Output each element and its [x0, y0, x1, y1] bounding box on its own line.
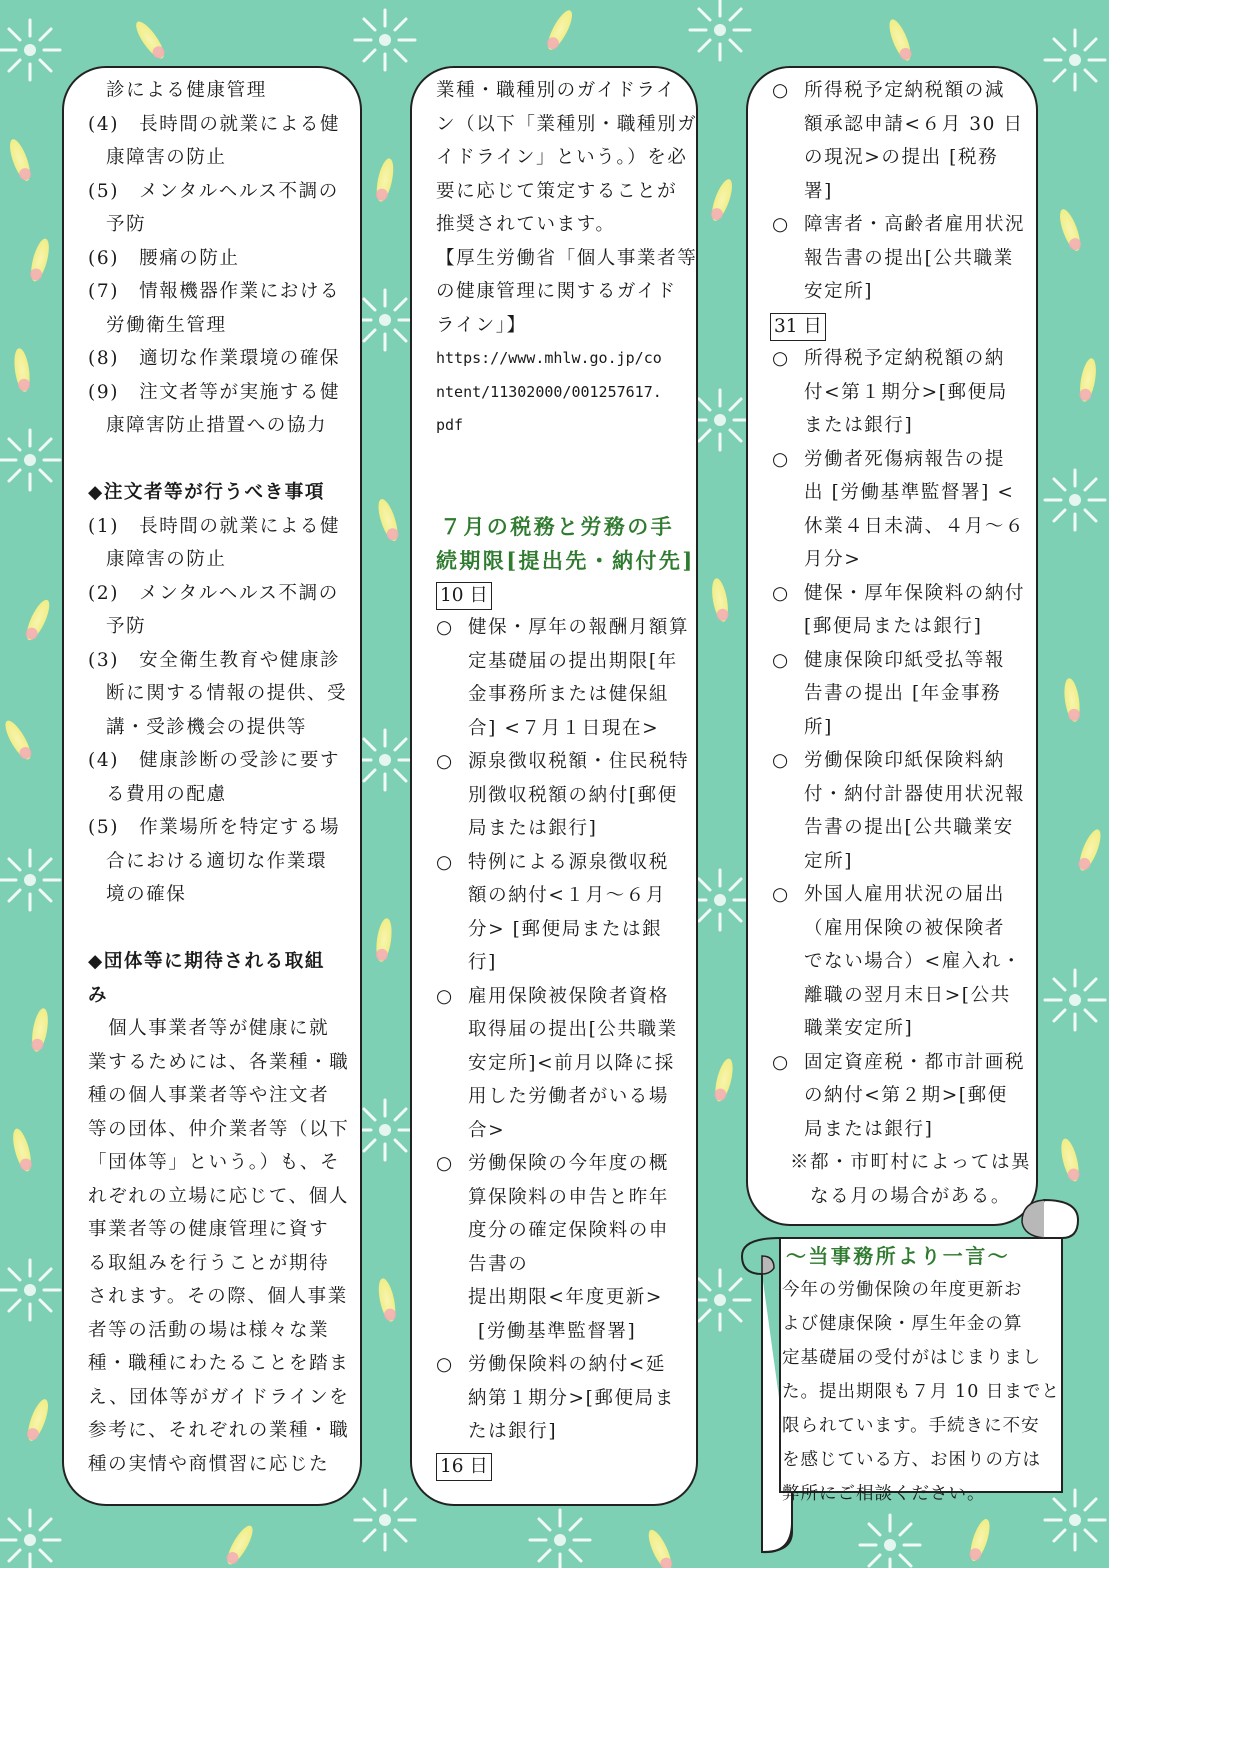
deadline-item: 取得届の提出[公共職業 — [468, 1019, 678, 1040]
deadline-item: 障害者・高齢者雇用状況 — [804, 214, 1026, 235]
circle-bullet: ○ — [772, 1052, 789, 1073]
deadline-item: 額承認申請<６月 30 日 — [804, 114, 1024, 135]
deadline-item: （雇用保険の被保険者 — [804, 918, 1006, 939]
circle-bullet: ○ — [436, 1153, 453, 1174]
deadline-item: 特例による源泉徴収税 — [468, 852, 670, 873]
middle-line: 【厚生労働省「個人事業者等 — [436, 248, 698, 269]
left-line: 等の団体、仲介業者等（以下 — [88, 1119, 350, 1140]
date-label-16: 16 日 — [436, 1453, 492, 1481]
deadline-item: 健保・厚年の報酬月額算 — [468, 617, 690, 638]
deadline-item: 離職の翌月末日>[公共 — [804, 985, 1011, 1006]
left-line: 事業者等の健康管理に資す — [88, 1219, 330, 1240]
deadline-item: 安定所] — [804, 281, 874, 302]
deadline-item: 健保・厚年保険料の納付 — [804, 583, 1026, 604]
deadline-item: 度分の確定保険料の申 — [468, 1220, 670, 1241]
middle-line: ン（以下「業種別・職種別ガ — [436, 114, 698, 135]
circle-bullet: ○ — [436, 1354, 453, 1375]
left-line: 労働衛生管理 — [106, 315, 227, 336]
deadline-item: 用した労働者がいる場 — [468, 1086, 670, 1107]
left-line: る費用の配慮 — [106, 784, 227, 805]
left-line: (5) メンタルヘルス不調の — [88, 181, 339, 202]
left-line: (4) 健康診断の受診に要す — [88, 750, 341, 771]
circle-bullet: ○ — [436, 986, 453, 1007]
deadline-item: 労働者死傷病報告の提 — [804, 449, 1006, 470]
circle-bullet: ○ — [772, 80, 789, 101]
left-line: 種・職種にわたることを踏ま — [88, 1353, 350, 1374]
guideline-url[interactable]: ntent/11302000/001257617. — [436, 383, 662, 401]
left-line: 断に関する情報の提供、受 — [106, 683, 348, 704]
section-heading-groups-cont: み — [88, 985, 109, 1006]
left-line: (7) 情報機器作業における — [88, 281, 341, 302]
circle-bullet: ○ — [772, 348, 789, 369]
deadline-item: 提出期限<年度更新> — [468, 1287, 664, 1308]
left-line: 境の確保 — [106, 884, 187, 905]
deadline-item: の納付<第２期>[郵便 — [804, 1085, 1008, 1106]
section-heading-groups: ◆団体等に期待される取組 — [88, 951, 325, 972]
guideline-url[interactable]: https://www.mhlw.go.jp/co — [436, 349, 662, 367]
left-line: 種の個人事業者等や注文者 — [88, 1085, 330, 1106]
deadline-item: 局または銀行] — [468, 818, 598, 839]
left-line: 予防 — [106, 616, 147, 637]
left-line: 個人事業者等が健康に就 — [88, 1018, 330, 1039]
footnote: なる月の場合がある。 — [810, 1186, 1012, 1207]
middle-line: 推奨されています。 — [436, 214, 616, 235]
deadline-item: 源泉徴収税額・住民税特 — [468, 751, 690, 772]
deadline-item: 所得税予定納税額の減 — [804, 80, 1006, 101]
deadline-item: [労働基準監督署] — [478, 1321, 637, 1342]
deadline-item: 健康保険印紙受払等報 — [804, 650, 1006, 671]
deadline-item: 分> [郵便局または銀 — [468, 919, 663, 940]
deadline-item: 付<第１期分>[郵便局 — [804, 382, 1008, 403]
left-line: 者等の活動の場は様々な業 — [88, 1320, 330, 1341]
deadline-item: 報告書の提出[公共職業 — [804, 248, 1014, 269]
deadlines-title: 続期限[提出先・納付先] — [436, 548, 695, 573]
circle-bullet: ○ — [772, 650, 789, 671]
left-line: (8) 適切な作業環境の確保 — [88, 348, 341, 369]
note-line: 今年の労働保険の年度更新お — [782, 1280, 1023, 1300]
deadline-item: 出 [労働基準監督署] < — [804, 482, 1015, 503]
left-line: 「団体等」という。）も、そ — [88, 1152, 341, 1173]
note-line: 弊所にご相談ください。 — [782, 1484, 986, 1504]
middle-line: ライン」】 — [436, 315, 527, 336]
deadline-item: 告書の — [468, 1254, 529, 1275]
left-line: (1) 長時間の就業による健 — [88, 516, 341, 537]
deadline-item: 金事務所または健保組 — [468, 684, 670, 705]
left-line: (6) 腰痛の防止 — [88, 248, 240, 269]
middle-line: イドライン」という。）を必 — [436, 147, 688, 168]
circle-bullet: ○ — [772, 884, 789, 905]
deadline-item: 告書の提出[公共職業安 — [804, 817, 1014, 838]
deadline-item: 所得税予定納税額の納 — [804, 348, 1006, 369]
left-line: 講・受診機会の提供等 — [106, 717, 308, 738]
circle-bullet: ○ — [772, 214, 789, 235]
note-line: 限られています。手続きに不安 — [782, 1416, 1040, 1436]
left-line: 種の実情や商慣習に応じた — [88, 1454, 330, 1475]
date-label-31: 31 日 — [770, 313, 826, 341]
left-line: (2) メンタルヘルス不調の — [88, 583, 339, 604]
left-line: れぞれの立場に応じて、個人 — [88, 1186, 349, 1207]
footnote: ※都・市町村によっては異 — [790, 1152, 1032, 1173]
deadline-item: たは銀行] — [468, 1421, 558, 1442]
left-line: (4) 長時間の就業による健 — [88, 114, 341, 135]
left-line: (5) 作業場所を特定する場 — [88, 817, 341, 838]
deadline-item: 雇用保険被保険者資格 — [468, 986, 670, 1007]
circle-bullet: ○ — [436, 751, 453, 772]
middle-line: 要に応じて策定することが — [436, 181, 678, 202]
deadline-item: 告書の提出 [年金事務 — [804, 683, 1002, 704]
deadline-item: でない場合）<雇入れ・ — [804, 951, 1023, 972]
circle-bullet: ○ — [772, 583, 789, 604]
deadline-item: 付・納付計器使用状況報 — [804, 784, 1026, 805]
deadline-item: 休業４日未満、４月～６ — [804, 516, 1026, 537]
deadline-item: 署] — [804, 181, 833, 202]
deadline-item: 労働保険の今年度の概 — [468, 1153, 670, 1174]
left-line: 業するためには、各業種・職 — [88, 1052, 350, 1073]
guideline-url[interactable]: pdf — [436, 416, 464, 434]
deadline-item: 所] — [804, 717, 833, 738]
deadline-item: 合] <７月１日現在> — [468, 718, 660, 739]
circle-bullet: ○ — [772, 449, 789, 470]
deadline-item: [郵便局または銀行] — [804, 616, 983, 637]
note-line: よび健康保険・厚生年金の算 — [782, 1314, 1023, 1334]
left-line: 診による健康管理 — [106, 80, 267, 101]
deadline-item: 定所] — [804, 851, 854, 872]
circle-bullet: ○ — [436, 617, 453, 638]
note-line: 定基礎届の受付がはじまりまし — [782, 1348, 1041, 1368]
deadline-item: 固定資産税・都市計画税 — [804, 1052, 1026, 1073]
left-line: 康障害の防止 — [106, 147, 227, 168]
deadline-item: 外国人雇用状況の届出 — [804, 884, 1006, 905]
deadline-item: 算保険料の申告と昨年 — [468, 1187, 670, 1208]
deadline-item: 別徴収税額の納付[郵便 — [468, 785, 678, 806]
left-line: 康障害の防止 — [106, 549, 227, 570]
middle-line: の健康管理に関するガイド — [436, 281, 677, 302]
circle-bullet: ○ — [772, 750, 789, 771]
deadline-item: または銀行] — [804, 415, 914, 436]
left-line: 予防 — [106, 214, 147, 235]
deadline-item: 合> — [468, 1120, 506, 1141]
deadline-item: 額の納付<１月～６月 — [468, 885, 667, 906]
left-line: え、団体等がガイドラインを — [88, 1387, 350, 1408]
deadline-item: 定基礎届の提出期限[年 — [468, 651, 678, 672]
left-line: 合における適切な作業環 — [106, 851, 328, 872]
left-line: る取組みを行うことが期待 — [88, 1253, 330, 1274]
deadline-item: 納第１期分>[郵便局ま — [468, 1388, 675, 1409]
deadline-item: の現況>の提出 [税務 — [804, 147, 999, 168]
deadline-item: 行] — [468, 952, 497, 973]
deadlines-title: ７月の税務と労務の手 — [440, 514, 674, 539]
deadline-item: 局または銀行] — [804, 1119, 934, 1140]
left-line: 参考に、それぞれの業種・職 — [88, 1420, 350, 1441]
left-line: 康障害防止措置への協力 — [106, 415, 328, 436]
note-line: を感じている方、お困りの方は — [782, 1450, 1041, 1470]
note-title: ～当事務所より一言～ — [786, 1244, 1010, 1268]
deadline-item: 労働保険料の納付<延 — [468, 1354, 667, 1375]
note-line: た。提出期限も７月 10 日までと — [782, 1382, 1060, 1402]
deadline-item: 労働保険印紙保険料納 — [804, 750, 1006, 771]
deadline-item: 安定所]<前月以降に採 — [468, 1053, 675, 1074]
circle-bullet: ○ — [436, 852, 453, 873]
left-line: (3) 安全衛生教育や健康診 — [88, 650, 341, 671]
deadline-item: 月分> — [804, 549, 862, 570]
left-line: されます。その際、個人事業 — [88, 1286, 348, 1307]
middle-line: 業種・職種別のガイドライ — [436, 80, 677, 101]
left-line: (9) 注文者等が実施する健 — [88, 382, 341, 403]
section-heading-orderer: ◆注文者等が行うべき事項 — [88, 482, 325, 503]
date-label-10: 10 日 — [436, 582, 492, 610]
deadline-item: 職業安定所] — [804, 1018, 914, 1039]
